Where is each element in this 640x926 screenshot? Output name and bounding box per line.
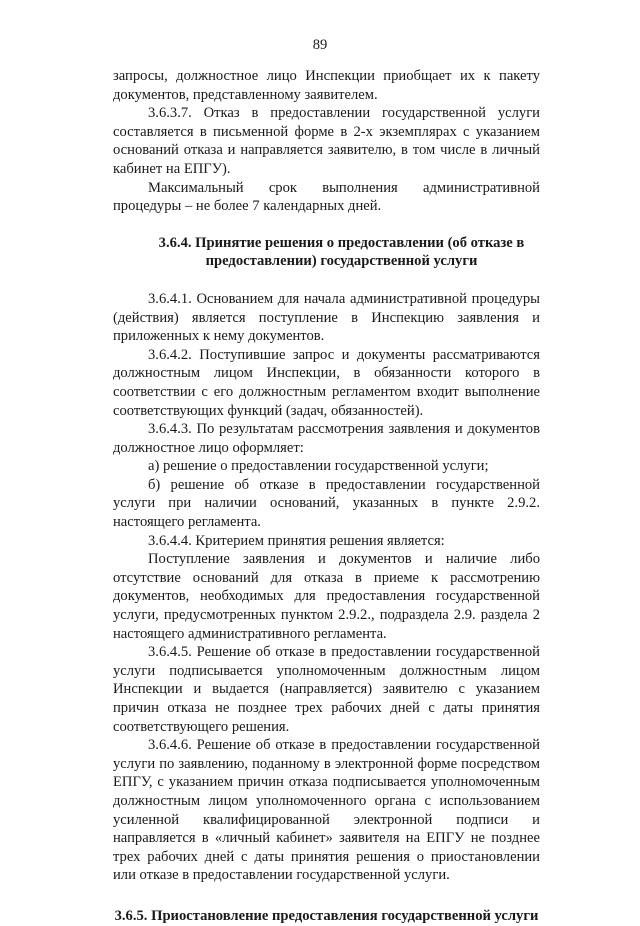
page-number: 89 — [312, 37, 328, 53]
paragraph: Максимальный срок выполнения административной процедуры – не более 7 календарных дней. — [113, 179, 540, 215]
paragraph: 3.6.4.2. Поступившие запрос и документы рассматриваются должностным лицом Инспекции, в обязанности которого в соответствии с его должностным регламентом входит выполнение соответствующих функций (задач, обязанностей). — [113, 346, 540, 419]
list-item: б) решение об отказе в предоставлении государственной услуги при наличии оснований, указанных в пункте 2.9.2. настоящего регламента. — [113, 476, 540, 531]
section-heading-3-6-5: 3.6.5. Приостановление предоставления государственной услуги — [114, 907, 539, 924]
list-item: а) решение о предоставлении государственной услуги; — [148, 458, 489, 475]
paragraph: 3.6.4.6. Решение об отказе в предоставлении государственной услуги по заявлению, поданному в электронной форме посредством ЕПГУ, с указанием причин отказа подписывается уполномоченным должностным лицом уполномоченного органа с использованием усиленной квалифицированной электронной подписи и направляется в «личный кабинет» заявителя на ЕПГУ не позднее трех рабочих дней с даты принятия решения о приостановлении или отказе в предоставлении государственной услуги. — [113, 737, 540, 884]
section-heading-3-6-4: 3.6.4. Принятие решения о предоставлении (об отказе в предоставлении) государственной услуги — [158, 234, 525, 270]
page-content — [113, 67, 540, 926]
paragraph: 3.6.3.7. Отказ в предоставлении государственной услуги составляется в письменной форме в 2-х экземплярах с указанием оснований отказа и направляется заявителю, в том числе в личный кабинет на ЕПГУ). — [113, 105, 540, 177]
paragraph: 3.6.4.3. По результатам рассмотрения заявления и документов должностное лицо оформляет: — [113, 421, 540, 456]
paragraph: запросы, должностное лицо Инспекции приобщает их к пакету документов, представленному заявителем. — [113, 68, 540, 103]
paragraph: 3.6.4.5. Решение об отказе в предоставлении государственной услуги подписывается уполномоченным должностным лицом Инспекции и выдается (направляется) заявителю с указанием причин отказа не позднее трех рабочих дней с даты принятия соответствующего решения. — [113, 644, 540, 735]
paragraph: 3.6.4.1. Основанием для начала административной процедуры (действия) является поступление в Инспекцию заявления и приложенных к нему документов. — [113, 290, 540, 345]
paragraph: Поступление заявления и документов и наличие либо отсутствие оснований для отказа в приеме к рассмотрению документов, необходимых для предоставления государственной услуги, предусмотренных пунктом 2.9.2., подраздела 2.9. раздела 2 настоящего административного регламента. — [113, 551, 540, 642]
paragraph: 3.6.4.4. Критерием принятия решения является: — [148, 532, 445, 549]
